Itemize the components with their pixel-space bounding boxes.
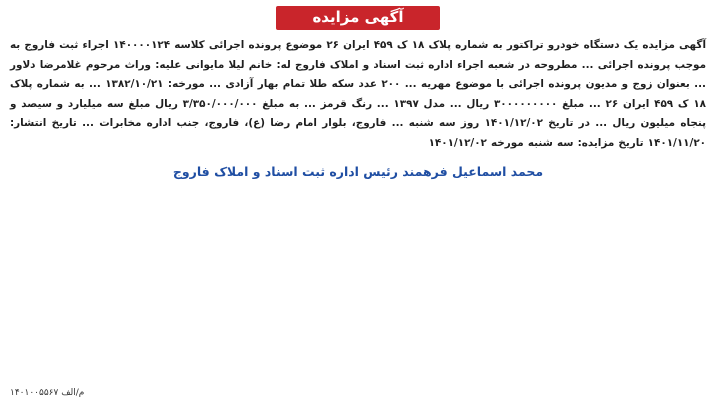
title-bar [8,6,708,30]
notice-title: آگهی مزایده [276,6,439,30]
reference-number: م/الف ۱۴۰۱۰۰۵۵۶۷ [10,388,85,398]
signature-line: محمد اسماعیل فرهمند رئیس اداره ثبت اسناد و املاک فاروج [172,163,544,179]
notice-body: آگهی مزایده یک دستگاه خودرو تراکتور به شماره پلاک ۱۸ ک ۴۵۹ ایران ۲۶ موضوع پرونده اجرائی کلاسه ۱۴۰۰۰۰۱۲۴ اجراء ثبت فاروج به موجب پرونده اجرائی ... مطروحه در شعبه اجراء اداره ثبت اسناد و املاک فاروج له: خانم لیلا مایوانی علیه: وراث مرحوم غلامرضا دلاور ... بعنوان زوج و مدیون پرونده اجرائی با موضوع مهریه ... ۲۰۰ عدد سکه طلا تمام بهار آزادی ... مورخه: ۱۳۸۲/۱۰/۲۱ ... به شماره پلاک ۱۸ ک ۴۵۹ ایران ۲۶ ... مبلغ ۳۰۰۰۰۰۰۰۰۰ ریال ... مدل ۱۳۹۷ ... رنگ قرمز ... به مبلغ ۳/۳۵۰/۰۰۰/۰۰۰ ریال مبلغ سه میلیارد و سیصد و پنجاه میلیون ریال ... در تاریخ ۱۴۰۱/۱۲/۰۲ روز سه شنبه ... فاروج، بلوار امام رضا (ع)، فاروج، جنب اداره مخابرات ... تاریخ انتشار: ۱۴۰۱/۱۱/۲۰ تاریخ مزایده: سه شنبه مورخه ۱۴۰۱/۱۲/۰۲ [10,39,707,149]
